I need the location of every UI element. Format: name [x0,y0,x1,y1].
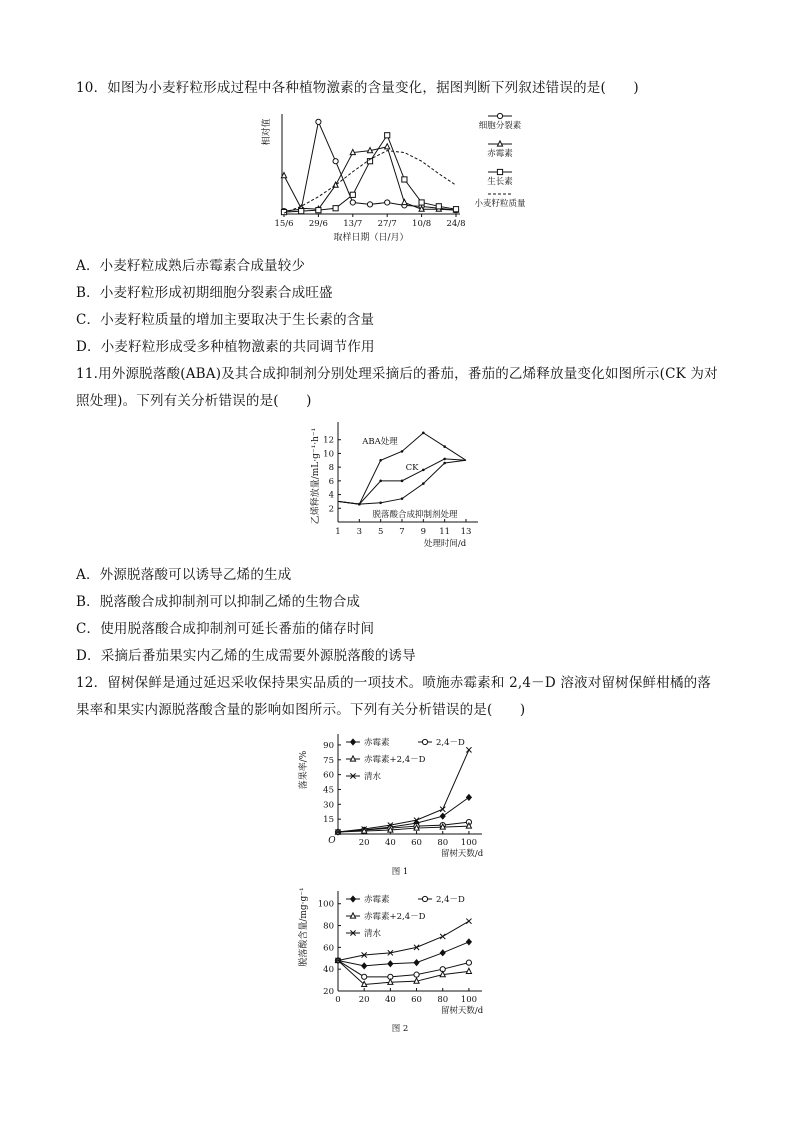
legend-label: 清水 [364,929,382,939]
y-tick-label: 80 [323,921,334,932]
data-point [402,199,407,204]
data-point [440,950,445,956]
x-axis-label: 留树天数/d [440,849,484,859]
series-label-inhibitor: 脱落酸合成抑制剂处理 [372,510,458,520]
data-point [440,813,445,819]
y-tick-label: 6 [328,476,334,487]
data-point [388,979,393,984]
data-point [385,133,390,138]
chart-q12-fig2 [290,885,510,1043]
data-point [466,968,471,973]
y-tick-label: 15 [323,815,334,826]
x-tick-label: 11 [439,527,451,537]
legend-label: 赤霉素 [364,895,390,905]
data-point [422,432,425,435]
data-point [402,177,407,182]
series-line [338,433,466,504]
series-line [338,942,469,966]
data-point [466,960,471,965]
q11-stem-line2: 照处理)。下列有关分析错误的是( ) [76,393,312,409]
y-tick-label: 60 [323,770,334,781]
data-point [443,458,446,461]
y-tick-label: 30 [323,800,334,811]
x-tick-label: 29/6 [308,219,328,229]
y-tick-label: 100 [317,899,334,910]
y-axis-label: 落果率/% [299,750,309,790]
q11-option-b: B．脱落酸合成抑制剂可以抑制乙烯的生物合成 [76,594,361,610]
x-tick-label: 100 [460,995,478,1005]
data-point [401,480,404,483]
data-point [414,978,419,983]
data-point [367,202,372,207]
legend-marker [350,913,355,918]
data-point [358,503,361,506]
legend-label: 生长素 [487,177,513,187]
data-point [401,450,404,453]
data-point [316,119,321,124]
x-tick-label: 10/8 [412,219,432,229]
data-point [419,200,424,205]
q11-option-a: A．外源脱落酸可以诱导乙烯的生成 [76,567,292,583]
x-tick-label: 5 [377,527,384,537]
data-point [440,807,445,812]
data-point [316,208,321,213]
q11-option-d: D．采摘后番茄果实内乙烯的生成需要外源脱落酸的诱导 [76,648,416,664]
y-tick-label: 2 [328,504,334,515]
q10-option-d: D．小麦籽粒形成受多种植物激素的共同调节作用 [76,339,375,355]
series-label-aba: ABA处理 [362,437,398,447]
legend-marker [497,113,502,118]
x-tick-label: 7 [399,527,405,537]
y-axis-label: 乙烯释放量/mL·g⁻¹·h⁻¹ [311,427,321,525]
x-tick-label: 15/6 [274,219,294,229]
y-tick-label: 90 [323,740,334,751]
chart-q11 [300,418,500,556]
x-axis-label: 留树天数/d [440,1006,484,1016]
data-point [453,207,458,212]
q11-stem-line1: 11.用外源脱落酸(ABA)及其合成抑制剂分别处理采摘后的番茄，番茄的乙烯释放量变化如图所示(CK 为对 [76,366,718,382]
legend-label: 赤霉素 [364,738,390,748]
data-point [333,206,338,211]
origin-label: O [328,836,336,846]
data-point [388,961,393,967]
data-point [362,974,367,979]
data-point [436,204,441,209]
legend-marker [422,739,427,744]
data-point [443,445,446,448]
x-tick-label: 40 [384,995,396,1005]
data-point [379,480,382,483]
legend-label: 小麦籽粒质量 [474,199,526,209]
x-axis-label: 取样日期（日/月） [333,233,409,243]
legend-marker [497,141,502,146]
x-tick-label: 0 [335,995,341,1005]
q12-stem-line1: 12．留树保鲜是通过延迟采收保持果实品质的一项技术。喷施赤霉素和 2,4－D 溶液对留树保鲜柑橘的落 [76,675,712,691]
legend-label: 赤霉素 [487,149,513,159]
x-tick-label: 9 [420,527,427,537]
legend-marker [422,896,427,901]
data-point [385,144,390,149]
data-point [379,459,382,462]
q12-stem-line2: 果率和果实内源脱落酸含量的影响如图所示。下列有关分析错误的是( ) [76,702,526,718]
q10-option-c: C．小麦籽粒质量的增加主要取决于生长素的含量 [76,312,375,328]
data-point [443,462,446,465]
data-point [401,497,404,500]
x-tick-label: 20 [358,995,370,1005]
y-tick-label: 60 [323,943,334,954]
data-point [466,747,471,752]
x-tick-label: 13 [460,527,472,537]
legend-label: 赤霉素+2,4－D [364,755,426,765]
y-tick-label: 8 [328,463,334,474]
x-tick-label: 3 [356,527,363,537]
x-tick-label: 27/7 [377,219,397,229]
legend-label: 细胞分裂素 [478,121,522,131]
q11-option-c: C．使用脱落酸合成抑制剂可延长番茄的储存时间 [76,621,375,637]
x-tick-label: 60 [411,838,422,848]
data-point [422,482,425,485]
data-point [466,919,471,924]
data-point [466,794,471,800]
chart-q12-fig1 [290,728,510,880]
x-tick-label: 1 [335,527,341,537]
data-point [385,200,390,205]
data-point [414,960,419,966]
figure-caption: 图 1 [391,867,409,877]
y-tick-label: 75 [323,755,334,766]
data-point [414,972,419,977]
legend-label: 2,4－D [436,895,465,905]
data-point [422,469,425,472]
data-point [440,934,445,939]
legend-marker [497,169,502,174]
data-point [362,963,367,969]
series-line [284,122,456,211]
data-point [350,149,355,154]
x-tick-label: 80 [437,838,449,848]
q10-option-a: A．小麦籽粒成熟后赤霉素合成量较少 [76,258,306,274]
data-point [440,972,445,977]
legend-marker [350,739,355,745]
x-tick-label: 40 [384,838,396,848]
y-tick-label: 4 [328,490,334,501]
series-line [284,147,456,210]
data-point [466,939,471,945]
data-point [350,200,355,205]
x-tick-label: 80 [437,995,449,1005]
y-tick-label: 20 [323,987,334,997]
x-tick-label: 60 [411,995,422,1005]
y-tick-label: 10 [323,449,334,460]
legend-label: 2,4－D [436,738,465,748]
q10-option-b: B．小麦籽粒形成初期细胞分裂素合成旺盛 [76,285,333,301]
chart-q10 [260,108,550,248]
y-tick-label: 40 [323,965,334,976]
data-point [333,159,338,164]
series-label-ck: CK [405,463,419,473]
data-point [350,192,355,197]
q10-stem: 10．如图为小麦籽粒形成过程中各种植物激素的含量变化，据图判断下列叙述错误的是( ) [76,80,639,96]
legend-marker [350,896,355,902]
legend-marker [350,756,355,761]
legend-label: 赤霉素+2,4－D [364,912,426,922]
data-point [379,502,382,505]
x-tick-label: 24/8 [446,219,466,229]
x-axis-label: 处理时间/d [423,539,467,549]
x-tick-label: 20 [358,838,370,848]
y-tick-label: 45 [323,785,334,796]
y-axis-label: 相对值 [262,118,272,146]
data-point [299,209,304,214]
y-tick-label: 12 [323,435,334,446]
figure-caption: 图 2 [391,1024,409,1034]
legend-label: 清水 [364,772,382,782]
data-point [367,148,372,153]
y-axis-label: 脱落酸含量/mg·g⁻¹ [299,887,309,967]
x-tick-label: 13/7 [343,219,363,229]
x-tick-label: 100 [460,838,478,848]
series-line [338,921,469,960]
